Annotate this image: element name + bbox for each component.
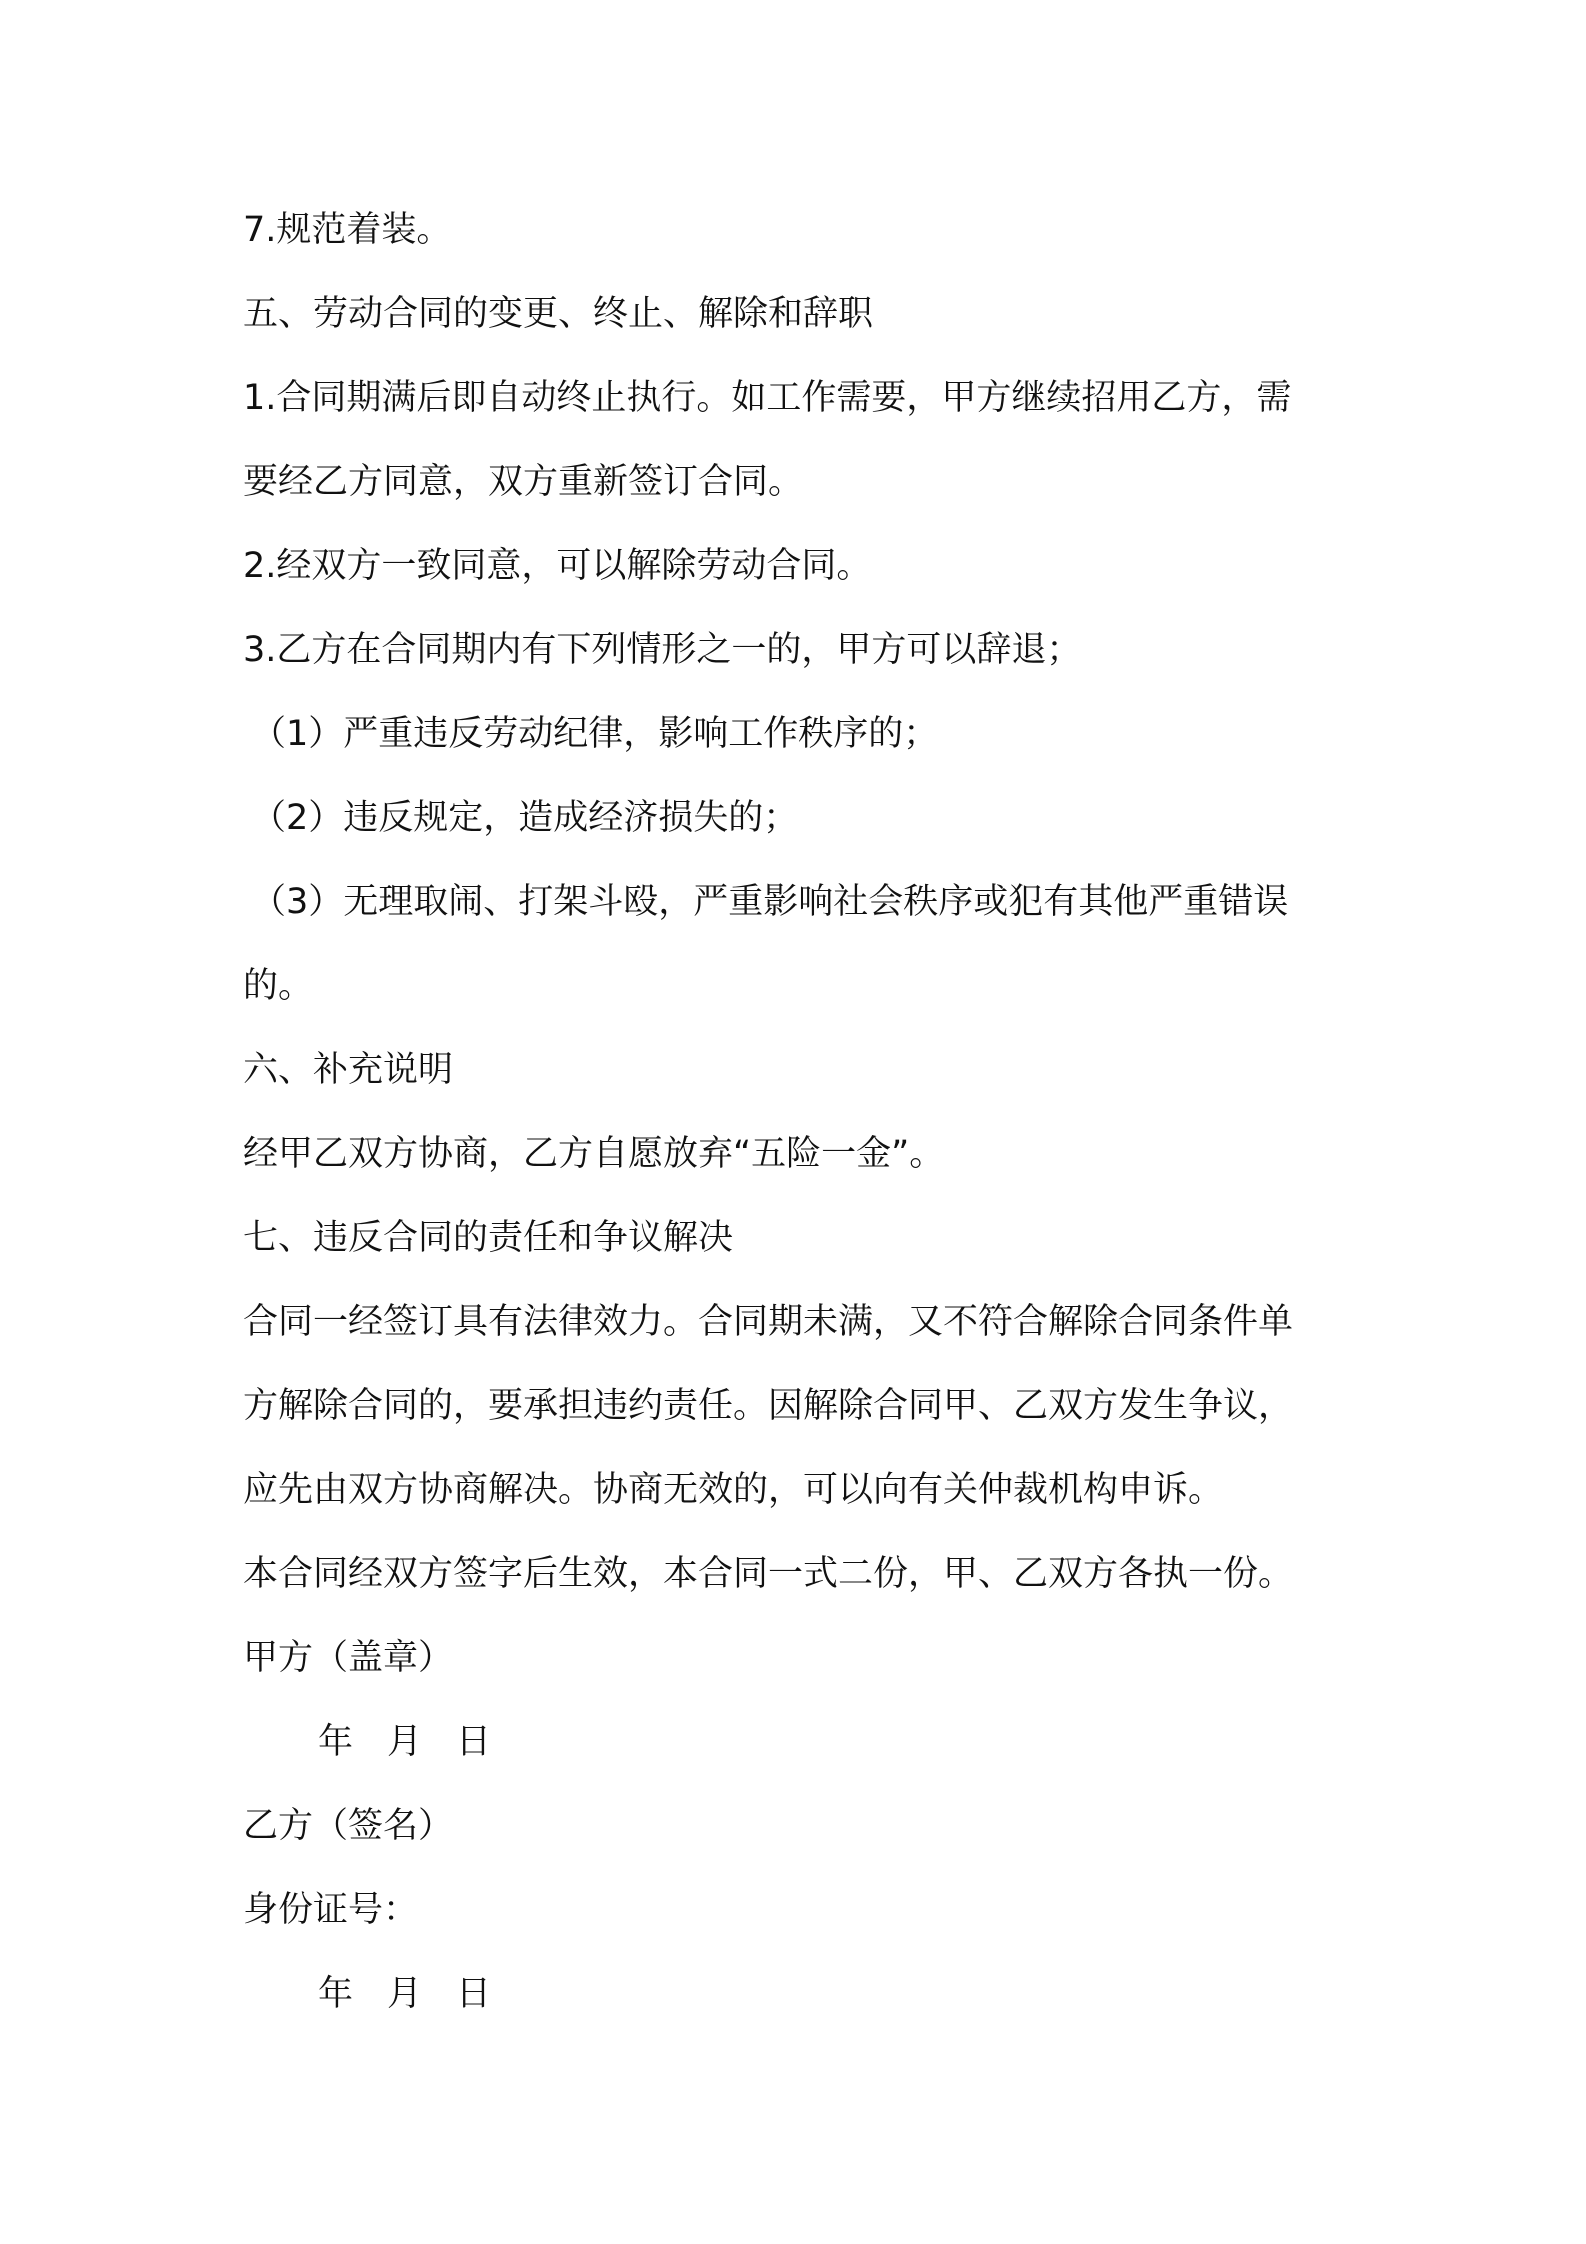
date-month: 月	[387, 1974, 423, 2014]
section-heading: 七、违反合同的责任和争议解决	[243, 1218, 734, 1258]
date-day: 日	[456, 1974, 492, 2014]
text-line: 本合同经双方签字后生效，本合同一式二份，甲、乙双方各执一份。	[243, 1554, 1294, 1594]
section-heading: 六、补充说明	[243, 1050, 454, 1090]
date-month: 月	[387, 1722, 423, 1762]
text-line: 7.规范着装。	[243, 210, 452, 250]
list-item: （2）违反规定，造成经济损失的；	[251, 798, 799, 838]
text-line: 应先由双方协商解决。协商无效的，可以向有关仲裁机构申诉。	[243, 1470, 1224, 1510]
text-line: 合同一经签订具有法律效力。合同期未满，又不符合解除合同条件单	[243, 1302, 1294, 1342]
party-a-date	[318, 1720, 525, 1764]
party-a-label: 甲方（盖章）	[243, 1638, 454, 1678]
date-day: 日	[456, 1722, 492, 1762]
section-heading: 五、劳动合同的变更、终止、解除和辞职	[243, 294, 874, 334]
date-year: 年	[318, 1974, 354, 2014]
list-item: （1）严重违反劳动纪律，影响工作秩序的；	[251, 714, 939, 754]
text-line: 2.经双方一致同意，可以解除劳动合同。	[243, 546, 872, 586]
text-line: 方解除合同的，要承担违约责任。因解除合同甲、乙双方发生争议，	[243, 1386, 1294, 1426]
text-line: 的。	[243, 966, 314, 1006]
text-line: 经甲乙双方协商，乙方自愿放弃“五险一金”。	[243, 1134, 945, 1174]
party-b-date	[318, 1972, 525, 2016]
text-line: 3.乙方在合同期内有下列情形之一的，甲方可以辞退；	[243, 630, 1082, 670]
id-number-label: 身份证号：	[243, 1890, 419, 1930]
party-b-label: 乙方（签名）	[243, 1806, 454, 1846]
text-line: 要经乙方同意，双方重新签订合同。	[243, 462, 804, 502]
list-item: （3）无理取闹、打架斗殴，严重影响社会秩序或犯有其他严重错误	[251, 882, 1289, 922]
text-line: 1.合同期满后即自动终止执行。如工作需要，甲方继续招用乙方，需	[243, 378, 1292, 418]
date-year: 年	[318, 1722, 354, 1762]
